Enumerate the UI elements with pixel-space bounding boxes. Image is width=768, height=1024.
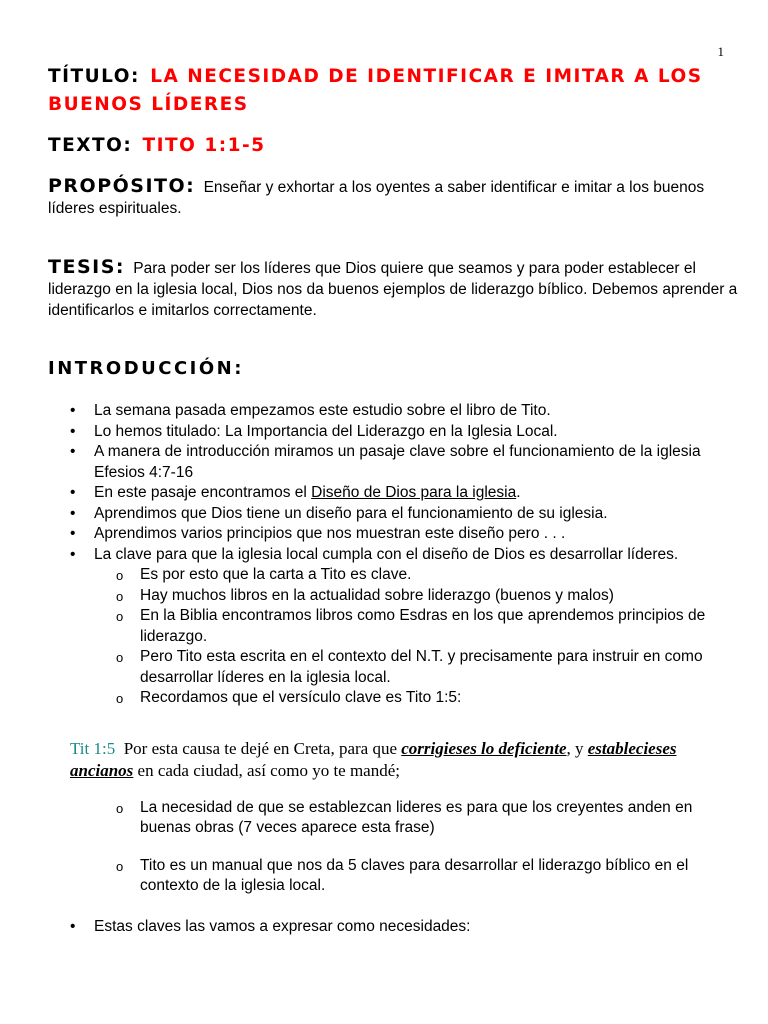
- after-verse-list: [94, 798, 734, 838]
- bullet-glyph: •: [70, 484, 76, 501]
- sub-list-item: o Pero Tito esta escrita en el contexto del N.T. y precisamente para instruir en como desarrollar líderes en la iglesia local.: [116, 648, 703, 686]
- list-item: • Aprendimos que Dios tiene un diseño para el funcionamiento de su iglesia.: [48, 504, 748, 525]
- sub-bullet-glyph: o: [116, 801, 124, 816]
- list-item: • En este pasaje encontramos el Diseño de Dios para la iglesia.: [48, 483, 748, 504]
- bullet-glyph: •: [70, 443, 76, 460]
- proposito-text: Enseñar y exhortar a los oyentes a saber identificar e imitar a los buenos líderes espirituales.: [48, 179, 705, 217]
- introduccion-list: [48, 401, 748, 709]
- after-verse-list: [94, 856, 734, 896]
- diseno-link-text: Diseño de Dios para la iglesia: [311, 484, 517, 501]
- bullet-glyph: •: [70, 918, 76, 935]
- texto-label: TEXTO:: [48, 135, 133, 156]
- sub-list-item: o Es por esto que la carta a Tito es clave.: [94, 565, 748, 586]
- sub-list-item: o Hay muchos libros en la actualidad sobre liderazgo (buenos y malos): [94, 586, 748, 607]
- sub-bullet-glyph: o: [116, 568, 124, 583]
- document-title: [48, 62, 738, 118]
- sub-bullet-glyph: o: [116, 609, 124, 624]
- list-item: • La semana pasada empezamos este estudio sobre el libro de Tito.: [48, 401, 748, 422]
- verse-reference: Tit 1:5: [70, 739, 116, 758]
- list-item: • A manera de introducción miramos un pasaje clave sobre el funcionamiento de la iglesia Efesios 4:7-16: [70, 443, 701, 481]
- sub-list: [94, 565, 748, 709]
- title-label: TÍTULO:: [48, 66, 140, 87]
- verse-emphasis: establecieses ancianos: [70, 739, 677, 780]
- bullet-glyph: •: [70, 422, 76, 440]
- texto-value: TITO 1:1-5: [142, 135, 266, 156]
- proposito-section: [48, 176, 738, 219]
- bullet-glyph: •: [70, 545, 76, 563]
- list-item: • La clave para que la iglesia local cumpla con el diseño de Dios es desarrollar líderes. o Es por esto que la carta a Tito es clave. o Hay muchos libros en la actualidad sobre liderazgo (buenos y malos) o En la Biblia encontramos libros como Esdras en los que aprendemos principios de liderazgo. o Pero Tito esta escrita en el contexto del N.T. y precisamente para instruir en como desarrollar líderes en la iglesia local. o Recordamos que el versículo clave es Tito 1:5:: [48, 545, 748, 709]
- tesis-label: TESIS:: [48, 256, 125, 278]
- sub-list-item: o La necesidad de que se establezcan lideres es para que los creyentes anden en buenas obras (7 veces aparece esta frase): [116, 799, 693, 836]
- verse-emphasis: corrigieses lo deficiente: [401, 739, 567, 758]
- proposito-label: PROPÓSITO:: [48, 175, 196, 197]
- sub-list-item: o Recordamos que el versículo clave es Tito 1:5:: [94, 688, 748, 709]
- sub-list-item: o En la Biblia encontramos libros como Esdras en los que aprendemos principios de liderazgo.: [116, 607, 706, 645]
- sub-bullet-glyph: o: [116, 650, 124, 665]
- sub-bullet-glyph: o: [116, 691, 124, 706]
- bullet-glyph: •: [70, 402, 76, 419]
- introduccion-heading: INTRODUCCIÓN:: [48, 358, 244, 379]
- list-item: • Lo hemos titulado: La Importancia del Liderazgo en la Iglesia Local.: [48, 422, 748, 443]
- sub-bullet-glyph: o: [116, 588, 124, 604]
- final-bullet: • Estas claves las vamos a expresar como necesidades:: [70, 918, 471, 935]
- scripture-text: [48, 131, 738, 159]
- tesis-text: Para poder ser los líderes que Dios quiere que seamos y para poder establecer el liderazgo en la iglesia local, Dios nos da buenos ejemplos de liderazgo bíblico. Debemos aprender a identificarlos e imitarlos correctamente.: [48, 260, 738, 319]
- tesis-section: [48, 257, 738, 321]
- bullet-glyph: •: [70, 504, 76, 522]
- page-number: 1: [717, 44, 724, 59]
- title-value: LA NECESIDAD DE IDENTIFICAR E IMITAR A LOS BUENOS LÍDERES: [48, 66, 703, 115]
- verse-quote: Tit 1:5 Por esta causa te dejé en Creta, para que corrigieses lo deficiente, y establecieses ancianos en cada ciudad, así como yo te mandé;: [70, 739, 677, 780]
- sub-bullet-glyph: o: [116, 859, 124, 874]
- sub-list-item: o Tito es un manual que nos da 5 claves para desarrollar el liderazgo bíblico en el contexto de la iglesia local.: [116, 857, 689, 894]
- bullet-glyph: •: [70, 525, 76, 542]
- list-item: • Aprendimos varios principios que nos muestran este diseño pero . . .: [48, 524, 748, 545]
